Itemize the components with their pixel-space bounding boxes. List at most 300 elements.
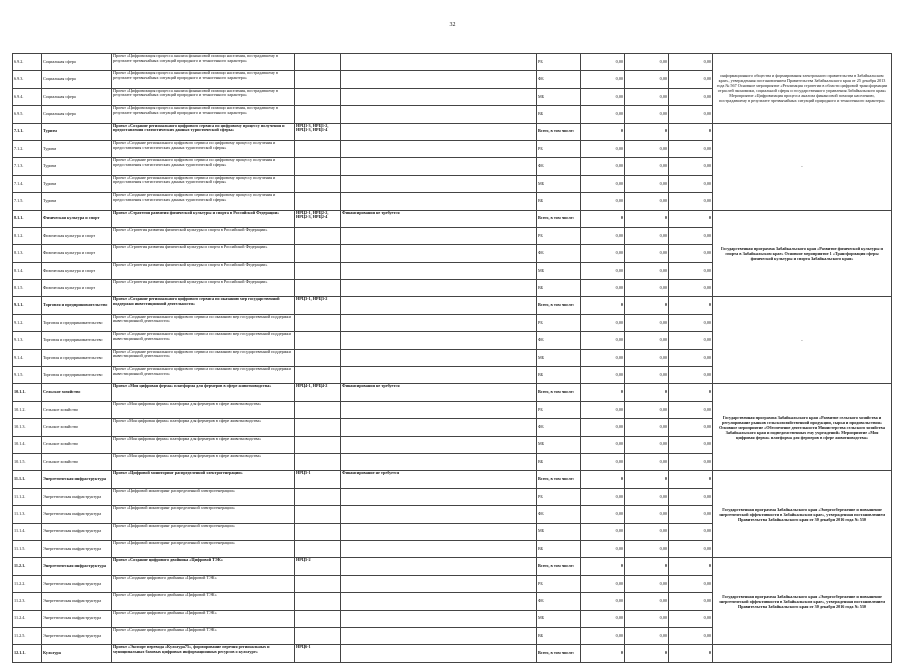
sector-name: Энергетическая инфраструктура	[42, 471, 112, 488]
value-year-2: 0,00	[625, 245, 669, 262]
project-name: Проект «Моя цифровая ферма» платформа для фермеров в сфере животноводства»	[112, 453, 295, 470]
financing-note	[341, 401, 537, 418]
value-year-1: 0,00	[581, 610, 625, 627]
value-year-1: 0,00	[581, 575, 625, 592]
budget-source: МБ	[537, 262, 581, 279]
budget-source: ФБ	[537, 332, 581, 349]
value-year-1: 0	[581, 123, 625, 140]
sector-name: Сельское хозяйство	[42, 401, 112, 418]
value-year-2: 0	[625, 210, 669, 227]
financing-note	[341, 54, 537, 71]
financing-note	[341, 540, 537, 557]
row-number: 11.2.1.	[13, 558, 42, 575]
value-year-2: 0,00	[625, 262, 669, 279]
budget-source: ВБ	[537, 193, 581, 210]
indicator-codes	[295, 540, 341, 557]
value-year-3: 0	[669, 210, 713, 227]
value-year-3: 0,00	[669, 627, 713, 644]
budget-source: ФБ	[537, 419, 581, 436]
budget-source: РБ	[537, 140, 581, 157]
value-year-3: 0,00	[669, 401, 713, 418]
project-name: Проект «Стратегия развития физической культуры и спорта в Российской Федерации»	[112, 210, 295, 227]
sector-name: Торговля и предпринимательство	[42, 314, 112, 331]
indicator-codes	[295, 523, 341, 540]
indicator-codes	[295, 593, 341, 610]
value-year-3: 0,00	[669, 367, 713, 384]
value-year-3: 0,00	[669, 349, 713, 366]
row-number: 11.1.4.	[13, 523, 42, 540]
project-name: Проект «Создание регионального цифрового сервиса по оказанию мер государственной поддержки инвестиционной деятельности»	[112, 349, 295, 366]
sector-name: Торговля и предпринимательство	[42, 332, 112, 349]
indicator-codes	[295, 332, 341, 349]
value-year-3: 0,00	[669, 227, 713, 244]
row-number: 11.1.1.	[13, 471, 42, 488]
sector-name: Социальная сфера	[42, 106, 112, 123]
project-name: Проект «Создание регионального цифрового сервиса по оказанию мер государственной поддержки инвестиционной деятельности»	[112, 367, 295, 384]
financing-note	[341, 193, 537, 210]
row-number: 7.1.5.	[13, 193, 42, 210]
project-name: Проект «Цифровой мониторинг распределенной электрогенерации»	[112, 471, 295, 488]
program-note: -	[713, 297, 892, 384]
value-year-3: 0,00	[669, 280, 713, 297]
indicator-codes: НРЦ4-1, НРЦ4-2	[295, 384, 341, 401]
value-year-3: 0,00	[669, 610, 713, 627]
value-year-3: 0,00	[669, 245, 713, 262]
value-year-1: 0,00	[581, 245, 625, 262]
table-row	[13, 384, 892, 401]
value-year-1: 0,00	[581, 436, 625, 453]
value-year-3: 0	[669, 384, 713, 401]
budget-source: Всего, в том числе:	[537, 558, 581, 575]
budget-source: РБ	[537, 227, 581, 244]
row-number: 10.1.2.	[13, 401, 42, 418]
row-number: 6.9.3.	[13, 71, 42, 88]
table-row	[13, 471, 892, 488]
budget-source: Всего, в том числе:	[537, 123, 581, 140]
financing-note	[341, 575, 537, 592]
value-year-1: 0,00	[581, 540, 625, 557]
financing-note	[341, 367, 537, 384]
value-year-2: 0	[625, 123, 669, 140]
sector-name: Физическая культура и спорт	[42, 262, 112, 279]
value-year-1: 0,00	[581, 262, 625, 279]
row-number: 9.1.5.	[13, 367, 42, 384]
program-note: Государственная программа Забайкальского края «Энергосбережение и повышение энергетической эффективности в Забайкальском крае», утвержденная постановлением Правительства Забайкальского края от 30 декабря 2016 года № 530	[713, 558, 892, 645]
value-year-2: 0,00	[625, 332, 669, 349]
financing-note	[341, 349, 537, 366]
budget-source: Всего, в том числе:	[537, 384, 581, 401]
indicator-codes	[295, 349, 341, 366]
value-year-3: 0,00	[669, 71, 713, 88]
budget-source: РБ	[537, 401, 581, 418]
value-year-2: 0,00	[625, 488, 669, 505]
budget-source: ФБ	[537, 506, 581, 523]
value-year-1: 0,00	[581, 367, 625, 384]
value-year-1: 0,00	[581, 140, 625, 157]
value-year-1: 0	[581, 645, 625, 662]
value-year-3: 0,00	[669, 453, 713, 470]
indicator-codes	[295, 193, 341, 210]
budget-source: ФБ	[537, 158, 581, 175]
project-name: Проект «Создание цифрового двойника «Цифровой ТЭК»	[112, 610, 295, 627]
indicator-codes	[295, 175, 341, 192]
budget-source: РБ	[537, 488, 581, 505]
project-name: Проект «Цифровой мониторинг распределенной электрогенерации»	[112, 488, 295, 505]
sector-name: Энергетическая инфраструктура	[42, 506, 112, 523]
indicator-codes	[295, 488, 341, 505]
value-year-1: 0	[581, 471, 625, 488]
value-year-3: 0,00	[669, 262, 713, 279]
budget-source: ВБ	[537, 453, 581, 470]
value-year-3: 0,00	[669, 540, 713, 557]
value-year-2: 0,00	[625, 401, 669, 418]
value-year-1: 0,00	[581, 506, 625, 523]
sector-name: Культура	[42, 645, 112, 662]
row-number: 10.1.1.	[13, 384, 42, 401]
value-year-3: 0,00	[669, 488, 713, 505]
project-name: Проект «Моя цифровая ферма» платформа для фермеров в сфере животноводства»	[112, 384, 295, 401]
sector-name: Энергетическая инфраструктура	[42, 558, 112, 575]
budget-source: ВБ	[537, 627, 581, 644]
project-name: Проект «Цифровизация процесса анализа финансовой помощи населения, пострадавшему в результате чрезвычайных ситуаций природного и техногенного характера»	[112, 71, 295, 88]
table-row	[13, 210, 892, 227]
sector-name: Физическая культура и спорт	[42, 210, 112, 227]
value-year-3: 0,00	[669, 593, 713, 610]
indicator-codes	[295, 106, 341, 123]
value-year-1: 0,00	[581, 88, 625, 105]
budget-source: ФБ	[537, 245, 581, 262]
sector-name: Туризм	[42, 123, 112, 140]
financing-note: Финансирования не требуется	[341, 210, 537, 227]
indicator-codes: НРЦ3-1, НРЦ3-2	[295, 297, 341, 314]
value-year-3: 0,00	[669, 175, 713, 192]
financing-note	[341, 488, 537, 505]
indicator-codes	[295, 54, 341, 71]
financing-note	[341, 506, 537, 523]
project-name: Проект «Создание регионального цифрового сервиса по оказанию мер государственной поддержки инвестиционной деятельности»	[112, 314, 295, 331]
financing-note	[341, 453, 537, 470]
value-year-2: 0	[625, 558, 669, 575]
indicator-codes: НРЦ5-1	[295, 471, 341, 488]
budget-source: Всего, в том числе:	[537, 471, 581, 488]
financing-note	[341, 297, 537, 314]
indicator-codes	[295, 436, 341, 453]
value-year-1: 0,00	[581, 523, 625, 540]
value-year-1: 0,00	[581, 106, 625, 123]
sector-name: Энергетическая инфраструктура	[42, 575, 112, 592]
project-name: Проект «Создание цифрового двойника «Цифровой ТЭК»	[112, 575, 295, 592]
value-year-3: 0	[669, 558, 713, 575]
sector-name: Физическая культура и спорт	[42, 280, 112, 297]
financing-note	[341, 245, 537, 262]
value-year-2: 0	[625, 471, 669, 488]
financing-note	[341, 627, 537, 644]
sector-name: Социальная сфера	[42, 88, 112, 105]
value-year-2: 0,00	[625, 453, 669, 470]
indicator-codes	[295, 453, 341, 470]
financing-note	[341, 262, 537, 279]
budget-table	[12, 53, 892, 663]
indicator-codes	[295, 401, 341, 418]
row-number: 9.1.3.	[13, 332, 42, 349]
value-year-2: 0,00	[625, 436, 669, 453]
indicator-codes	[295, 367, 341, 384]
value-year-1: 0,00	[581, 158, 625, 175]
sector-name: Туризм	[42, 193, 112, 210]
sector-name: Сельское хозяйство	[42, 419, 112, 436]
sector-name: Туризм	[42, 140, 112, 157]
row-number: 6.9.2.	[13, 54, 42, 71]
project-name: Проект «Цифровизация процесса анализа финансовой помощи населения, пострадавшему в результате чрезвычайных ситуаций природного и техногенного характера»	[112, 106, 295, 123]
budget-source: ФБ	[537, 71, 581, 88]
budget-source: Всего, в том числе:	[537, 645, 581, 662]
row-number: 11.1.5.	[13, 540, 42, 557]
indicator-codes	[295, 280, 341, 297]
value-year-2: 0,00	[625, 193, 669, 210]
financing-note: Финансирования не требуется	[341, 384, 537, 401]
value-year-3: 0,00	[669, 88, 713, 105]
value-year-3: 0,00	[669, 506, 713, 523]
project-name: Проект «Создание регионального цифрового сервиса по цифровому процессу получения и предоставления статистических данных туристической сферы»	[112, 193, 295, 210]
sector-name: Торговля и предпринимательство	[42, 367, 112, 384]
row-number: 9.1.4.	[13, 349, 42, 366]
value-year-3: 0,00	[669, 314, 713, 331]
value-year-1: 0,00	[581, 332, 625, 349]
project-name: Проект «Создание регионального цифрового сервиса по цифровому процессу получения и предоставления статистических данных туристической сферы»	[112, 123, 295, 140]
financing-note	[341, 280, 537, 297]
budget-source: РБ	[537, 54, 581, 71]
value-year-2: 0,00	[625, 158, 669, 175]
value-year-3: 0,00	[669, 523, 713, 540]
value-year-2: 0,00	[625, 54, 669, 71]
financing-note: Финансирование не требуется	[341, 471, 537, 488]
financing-note	[341, 558, 537, 575]
financing-note	[341, 419, 537, 436]
project-name: Проект «Создание цифрового двойника «Цифровой ТЭК»	[112, 558, 295, 575]
project-name: Проект «Цифровой мониторинг распределенной электрогенерации»	[112, 506, 295, 523]
value-year-3: 0,00	[669, 419, 713, 436]
sector-name: Торговля и предпринимательство	[42, 349, 112, 366]
row-number: 7.1.1.	[13, 123, 42, 140]
budget-source: РБ	[537, 314, 581, 331]
sector-name: Энергетическая инфраструктура	[42, 488, 112, 505]
value-year-1: 0,00	[581, 280, 625, 297]
financing-note	[341, 88, 537, 105]
indicator-codes	[295, 610, 341, 627]
row-number: 11.2.2.	[13, 575, 42, 592]
project-name: Проект «Цифровизация процесса анализа финансовой помощи населения, пострадавшему в результате чрезвычайных ситуаций природного и техногенного характера»	[112, 54, 295, 71]
sector-name: Торговля и предпринимательство	[42, 297, 112, 314]
value-year-2: 0	[625, 297, 669, 314]
program-note	[713, 645, 892, 662]
row-number: 6.9.5.	[13, 106, 42, 123]
value-year-2: 0,00	[625, 106, 669, 123]
sector-name: Энергетическая инфраструктура	[42, 610, 112, 627]
row-number: 11.2.4.	[13, 610, 42, 627]
sector-name: Физическая культура и спорт	[42, 245, 112, 262]
project-name: Проект «Создание регионального цифрового сервиса по цифровому процессу получения и предоставления статистических данных туристической сферы»	[112, 140, 295, 157]
financing-note	[341, 227, 537, 244]
project-name: Проект «Создание регионального цифрового сервиса по цифровому процессу получения и предоставления статистических данных туристической сферы»	[112, 175, 295, 192]
value-year-3: 0,00	[669, 332, 713, 349]
indicator-codes	[295, 262, 341, 279]
value-year-3: 0,00	[669, 140, 713, 157]
row-number: 7.1.2.	[13, 140, 42, 157]
project-name: Проект «Моя цифровая ферма» платформа для фермеров в сфере животноводства»	[112, 419, 295, 436]
indicator-codes: НРЦ1-3, НРЦ1-2, НРЦ1-3, НРЦ1-4	[295, 123, 341, 140]
value-year-2: 0,00	[625, 280, 669, 297]
project-name: Проект «Создание регионального цифрового сервиса по оказанию мер государственной поддержки инвестиционной деятельности»	[112, 297, 295, 314]
sector-name: Сельское хозяйство	[42, 453, 112, 470]
budget-source: МБ	[537, 349, 581, 366]
budget-source: ВБ	[537, 367, 581, 384]
budget-source: МБ	[537, 175, 581, 192]
value-year-2: 0,00	[625, 140, 669, 157]
value-year-2: 0,00	[625, 523, 669, 540]
value-year-1: 0,00	[581, 627, 625, 644]
financing-note	[341, 332, 537, 349]
value-year-3: 0,00	[669, 106, 713, 123]
sector-name: Физическая культура и спорт	[42, 227, 112, 244]
value-year-2: 0,00	[625, 71, 669, 88]
project-name: Проект «Стратегия развития физической культуры и спорта в Российской Федерации»	[112, 227, 295, 244]
value-year-2: 0,00	[625, 419, 669, 436]
project-name: Проект «Стратегия развития физической культуры и спорта в Российской Федерации»	[112, 280, 295, 297]
value-year-2: 0,00	[625, 506, 669, 523]
row-number: 8.1.4.	[13, 262, 42, 279]
financing-note	[341, 71, 537, 88]
row-number: 7.1.4.	[13, 175, 42, 192]
value-year-1: 0,00	[581, 593, 625, 610]
financing-note	[341, 593, 537, 610]
value-year-2: 0	[625, 645, 669, 662]
row-number: 6.9.4.	[13, 88, 42, 105]
indicator-codes	[295, 88, 341, 105]
indicator-codes: НРЦ5-2	[295, 558, 341, 575]
value-year-1: 0,00	[581, 314, 625, 331]
financing-note	[341, 175, 537, 192]
indicator-codes	[295, 158, 341, 175]
project-name: Проект «Моя цифровая ферма» платформа для фермеров в сфере животноводства»	[112, 401, 295, 418]
row-number: 11.1.3.	[13, 506, 42, 523]
program-note: Государственная программа Забайкальского края «Развитие физической культуры и спорта в Забайкальском крае» Основное мероприятие 1 «Трансформация сферы физической культуры и спорта Забайкальского края»	[713, 210, 892, 297]
budget-source: ВБ	[537, 540, 581, 557]
sector-name: Энергетическая инфраструктура	[42, 540, 112, 557]
row-number: 8.1.1.	[13, 210, 42, 227]
value-year-2: 0,00	[625, 227, 669, 244]
project-name: Проект «Создание регионального цифрового сервиса по оказанию мер государственной поддержки инвестиционной деятельности»	[112, 332, 295, 349]
value-year-1: 0	[581, 558, 625, 575]
value-year-2: 0,00	[625, 627, 669, 644]
sector-name: Сельское хозяйство	[42, 436, 112, 453]
value-year-2: 0,00	[625, 314, 669, 331]
row-number: 8.1.3.	[13, 245, 42, 262]
indicator-codes	[295, 245, 341, 262]
sector-name: Социальная сфера	[42, 54, 112, 71]
financing-note	[341, 314, 537, 331]
row-number: 8.1.2.	[13, 227, 42, 244]
value-year-2: 0,00	[625, 610, 669, 627]
financing-note	[341, 106, 537, 123]
value-year-1: 0	[581, 384, 625, 401]
value-year-2: 0,00	[625, 175, 669, 192]
table-row	[13, 54, 892, 71]
value-year-3: 0,00	[669, 436, 713, 453]
financing-note	[341, 523, 537, 540]
financing-note	[341, 645, 537, 662]
row-number: 8.1.5.	[13, 280, 42, 297]
value-year-1: 0,00	[581, 419, 625, 436]
project-name: Проект «Создание регионального цифрового сервиса по цифровому процессу получения и предоставления статистических данных туристической сферы»	[112, 158, 295, 175]
budget-source: ФБ	[537, 593, 581, 610]
sector-name: Туризм	[42, 158, 112, 175]
row-number: 9.1.1.	[13, 297, 42, 314]
row-number: 12.1.1.	[13, 645, 42, 662]
project-name: Проект «Создание цифрового двойника «Цифровой ТЭК»	[112, 593, 295, 610]
financing-note	[341, 140, 537, 157]
sector-name: Туризм	[42, 175, 112, 192]
financing-note	[341, 158, 537, 175]
budget-source: МБ	[537, 436, 581, 453]
indicator-codes: НРЦ6-1	[295, 645, 341, 662]
table-row	[13, 297, 892, 314]
sector-name: Энергетическая инфраструктура	[42, 627, 112, 644]
value-year-1: 0,00	[581, 488, 625, 505]
value-year-1: 0,00	[581, 175, 625, 192]
value-year-3: 0	[669, 471, 713, 488]
project-name: Проект «Стратегия развития физической культуры и спорта в Российской Федерации»	[112, 262, 295, 279]
project-name: Проект «Моя цифровая ферма» платформа для фермеров в сфере животноводства»	[112, 436, 295, 453]
value-year-2: 0,00	[625, 540, 669, 557]
row-number: 10.1.5.	[13, 453, 42, 470]
row-number: 11.2.3.	[13, 593, 42, 610]
value-year-3: 0	[669, 123, 713, 140]
budget-source: ВБ	[537, 280, 581, 297]
project-name: Проект «Стратегия развития физической культуры и спорта в Российской Федерации»	[112, 245, 295, 262]
indicator-codes	[295, 627, 341, 644]
budget-source: МБ	[537, 610, 581, 627]
financing-note	[341, 123, 537, 140]
indicator-codes: НРЦ2-1, НРЦ2-2, НРЦ2-3, НРЦ2-4	[295, 210, 341, 227]
value-year-2: 0,00	[625, 593, 669, 610]
value-year-2: 0,00	[625, 575, 669, 592]
budget-source: РБ	[537, 575, 581, 592]
value-year-1: 0,00	[581, 227, 625, 244]
table-row	[13, 645, 892, 662]
value-year-2: 0,00	[625, 88, 669, 105]
value-year-3: 0,00	[669, 193, 713, 210]
value-year-1: 0,00	[581, 193, 625, 210]
page-number: 32	[449, 22, 456, 28]
financing-note	[341, 610, 537, 627]
value-year-1: 0	[581, 297, 625, 314]
indicator-codes	[295, 227, 341, 244]
budget-source: ВБ	[537, 106, 581, 123]
table-row	[13, 123, 892, 140]
project-name: Проект «Цифровизация процесса анализа финансовой помощи населения, пострадавшему в результате чрезвычайных ситуаций природного и техногенного характера»	[112, 88, 295, 105]
sector-name: Социальная сфера	[42, 71, 112, 88]
value-year-2: 0	[625, 384, 669, 401]
row-number: 11.1.2.	[13, 488, 42, 505]
value-year-1: 0,00	[581, 71, 625, 88]
project-name: Проект «Цифровой мониторинг распределенной электрогенерации»	[112, 523, 295, 540]
value-year-1: 0,00	[581, 349, 625, 366]
budget-source: Всего, в том числе:	[537, 297, 581, 314]
budget-source: МБ	[537, 523, 581, 540]
row-number: 7.1.3.	[13, 158, 42, 175]
budget-source: МБ	[537, 88, 581, 105]
sector-name: Энергетическая инфраструктура	[42, 523, 112, 540]
